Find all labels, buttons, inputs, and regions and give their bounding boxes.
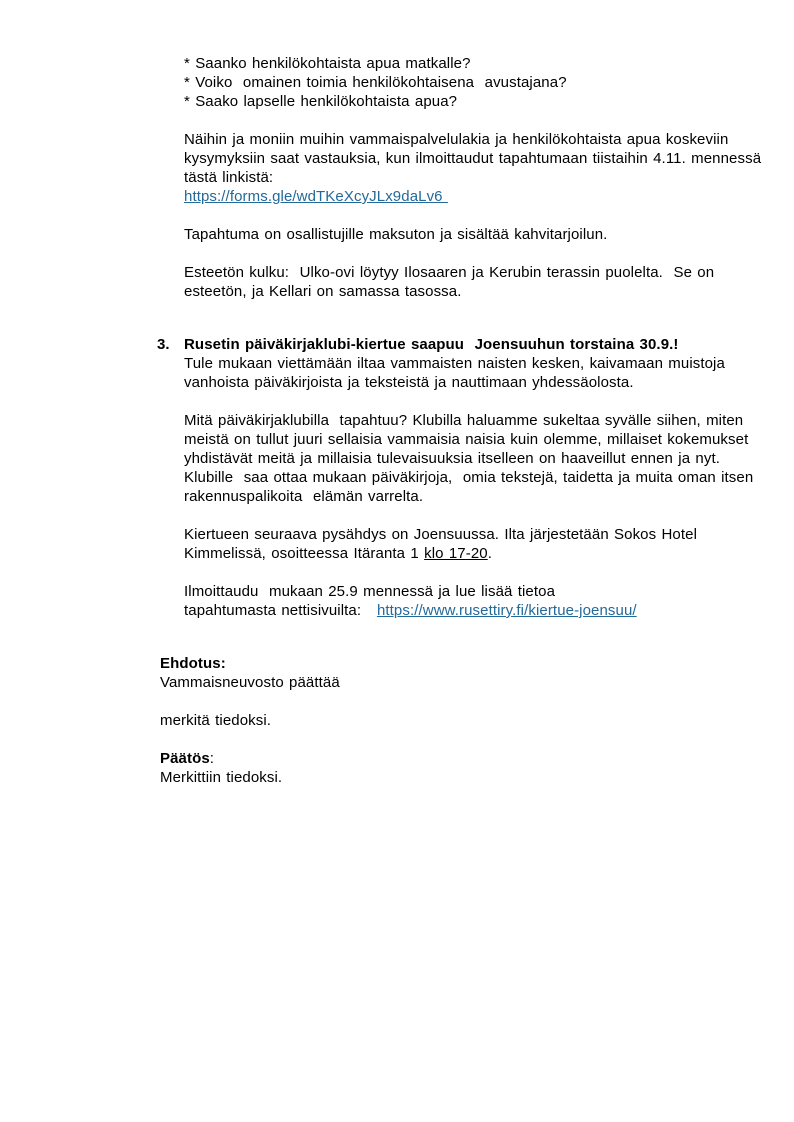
text-run: rakennuspalikoita elämän varrelta.	[184, 488, 424, 505]
text-run: klo 17-20	[424, 545, 488, 562]
text-line	[160, 654, 788, 673]
text-run: Päätös	[160, 750, 210, 767]
text-run: Esteetön kulku: Ulko-ovi löytyy Ilosaaren ja Kerubin terassin puolelta. Se on	[184, 264, 715, 281]
text-run: yhdistävät meitä ja millaisia tulevaisuuksia itselleen on haaveillut ennen ja nyt.	[184, 450, 720, 467]
text-line	[184, 73, 788, 92]
text-line	[184, 601, 788, 620]
text-run: .	[487, 545, 492, 562]
agenda-item-3	[157, 335, 788, 620]
text-line	[160, 768, 788, 787]
text-line	[184, 54, 788, 73]
text-run: esteetön, ja Kellari on samassa tasossa.	[184, 283, 462, 300]
text-line	[184, 468, 788, 487]
text-run: * Saanko henkilökohtaista apua matkalle?	[184, 55, 471, 72]
text-line	[184, 430, 788, 449]
text-run: Ehdotus:	[160, 655, 226, 672]
text-run: merkitä tiedoksi.	[160, 712, 272, 729]
text-run: Vammaisneuvosto päättää	[160, 674, 340, 691]
text-line	[184, 92, 788, 111]
text-run: kysymyksiin saat vastauksia, kun ilmoittaudut tapahtumaan tiistaihin 4.11. mennessä	[184, 150, 762, 167]
blank-line	[184, 392, 788, 411]
text-run: Ilmoittaudu mukaan 25.9 mennessä ja lue lisää tietoa	[184, 583, 556, 600]
proposal-and-decision-section	[160, 654, 788, 787]
text-run: vanhoista päiväkirjoista ja teksteistä ja nauttimaan yhdessäolosta.	[184, 374, 634, 391]
free-event-paragraph	[184, 225, 788, 244]
text-line	[184, 335, 788, 354]
text-line	[160, 673, 788, 692]
text-run: Merkittiin tiedoksi.	[160, 769, 283, 786]
text-line	[160, 749, 788, 768]
registration-info-paragraph	[184, 130, 788, 206]
text-run: Klubille saa ottaa mukaan päiväkirjoja, omia tekstejä, taidetta ja muita oman itsen	[184, 469, 754, 486]
list-item-number: 3.	[157, 336, 170, 353]
blank-line	[160, 692, 788, 711]
text-run: Mitä päiväkirjaklubilla tapahtuu? Klubilla haluamme sukeltaa syvälle siihen, miten	[184, 412, 744, 429]
text-run: :	[209, 750, 215, 767]
blank-line	[184, 563, 788, 582]
text-line	[184, 373, 788, 392]
personal-assistance-questions	[184, 54, 788, 111]
text-run: Kiertueen seuraava pysähdys on Joensuussa. Ilta järjestetään Sokos Hotel	[184, 526, 697, 543]
text-run: Tule mukaan viettämään iltaa vammaisten naisten kesken, kaivamaan muistoja	[184, 355, 725, 372]
text-line	[184, 544, 788, 563]
text-line	[184, 411, 788, 430]
text-line	[184, 354, 788, 373]
text-line	[184, 487, 788, 506]
text-line	[184, 130, 788, 149]
accessibility-paragraph	[184, 263, 788, 301]
text-line	[184, 449, 788, 468]
text-run: Näihin ja moniin muihin vammaispalvelulakia ja henkilökohtaista apua koskeviin	[184, 131, 729, 148]
blank-line	[160, 730, 788, 749]
text-line	[160, 711, 788, 730]
text-line	[184, 168, 788, 187]
document-content	[0, 54, 794, 787]
text-run: * Saako lapselle henkilökohtaista apua?	[184, 93, 458, 110]
text-run: tästä linkistä:	[184, 169, 274, 186]
text-line	[184, 282, 788, 301]
text-run: Tapahtuma on osallistujille maksuton ja sisältää kahvitarjoilun.	[184, 226, 608, 243]
text-run: Kimmelissä, osoitteessa Itäranta 1	[184, 545, 425, 562]
text-line	[184, 225, 788, 244]
text-run: tapahtumasta nettisivuilta:	[184, 602, 377, 619]
text-line	[184, 187, 788, 206]
text-line	[184, 525, 788, 544]
text-line	[184, 149, 788, 168]
text-run: * Voiko omainen toimia henkilökohtaisena avustajana?	[184, 74, 567, 91]
blank-line	[184, 506, 788, 525]
text-run: meistä on tullut juuri sellaisia vammaisia naisia kuin olemme, millaiset kokemukset	[184, 431, 749, 448]
text-line	[184, 263, 788, 282]
hyperlink[interactable]: https://forms.gle/wdTKeXcyJLx9daLv6	[184, 188, 448, 205]
hyperlink[interactable]: https://www.rusettiry.fi/kiertue-joensuu/	[376, 602, 637, 619]
text-line	[184, 582, 788, 601]
text-run: Rusetin päiväkirjaklubi-kiertue saapuu Joensuuhun torstaina 30.9.!	[184, 336, 679, 353]
